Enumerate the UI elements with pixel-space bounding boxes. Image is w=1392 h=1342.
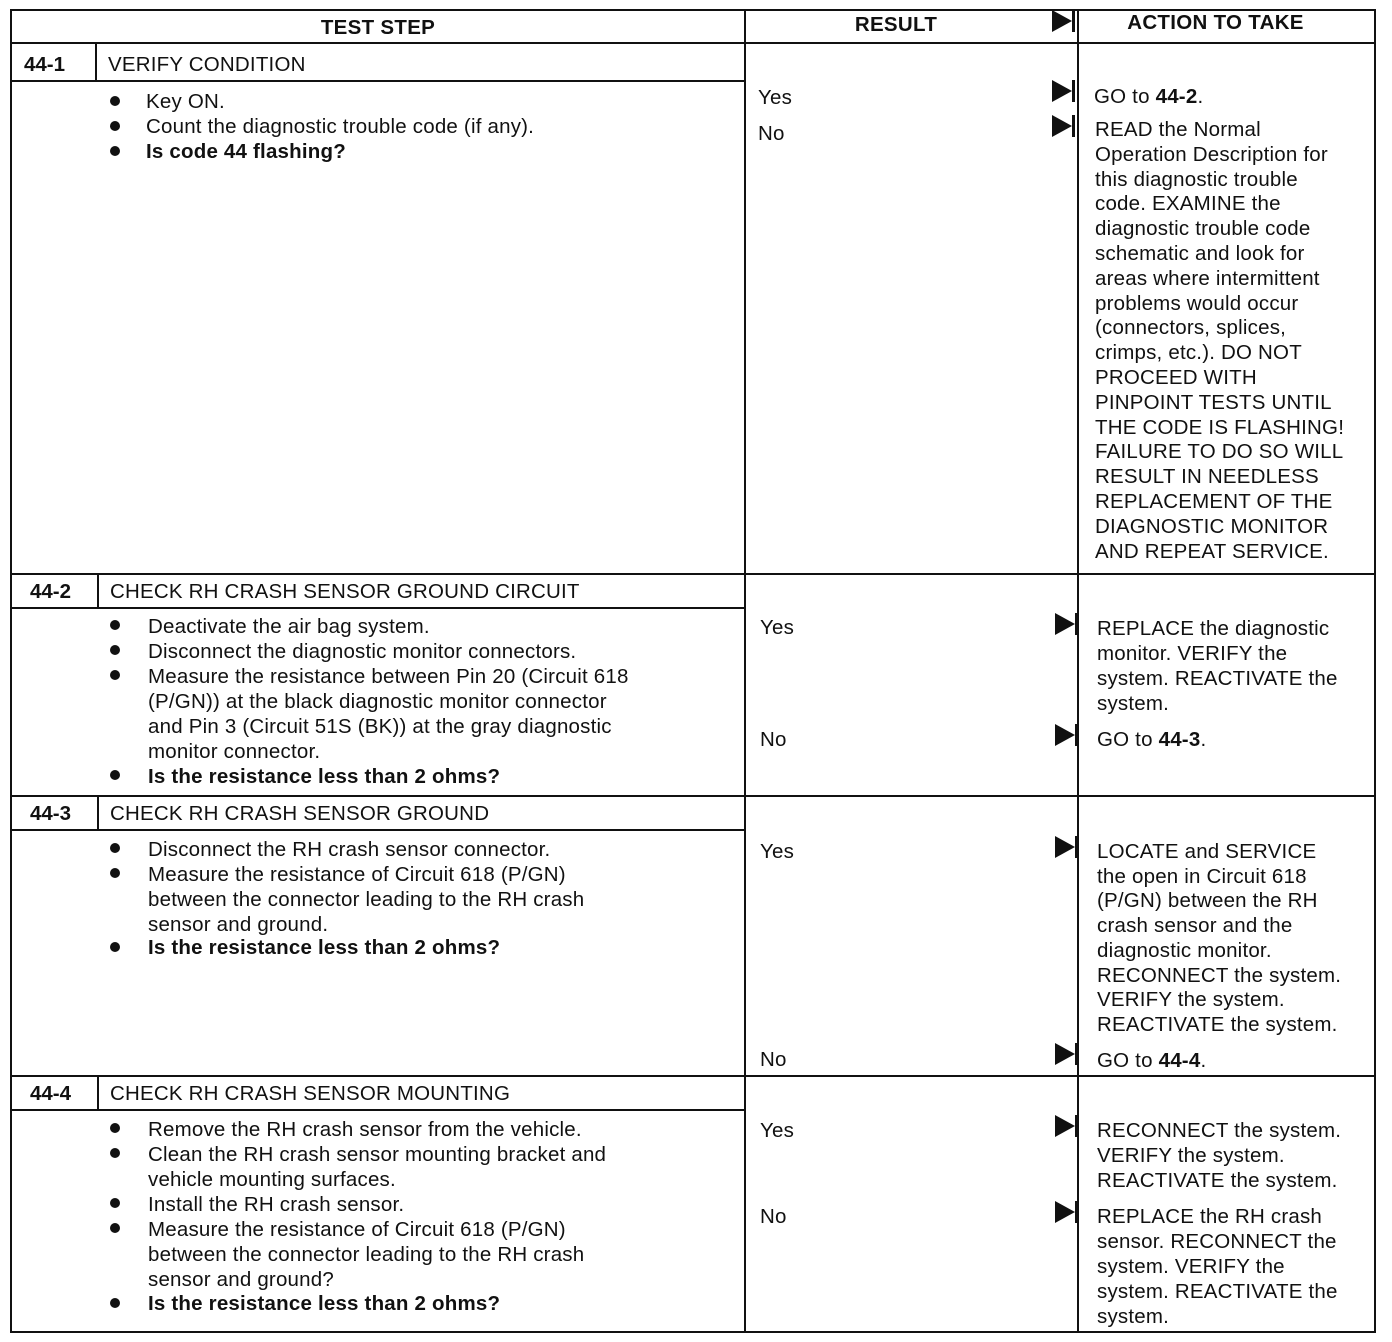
bullet-icon — [110, 121, 120, 131]
action-line: (connectors, splices, — [1095, 316, 1287, 340]
step-line: Install the RH crash sensor. — [148, 1193, 405, 1216]
step-line: sensor and ground. — [148, 913, 329, 936]
action-line: REACTIVATE the system. — [1097, 1012, 1338, 1036]
step-line: Count the diagnostic trouble code (if any). — [146, 115, 535, 138]
action-line: problems would occur — [1095, 291, 1299, 315]
result-yes: Yes — [760, 1119, 795, 1142]
result-no: No — [760, 728, 787, 751]
bullet-icon — [110, 770, 120, 780]
bullet-icon — [110, 96, 120, 106]
action-line: REPLACE the RH crash — [1097, 1205, 1323, 1228]
result-yes: Yes — [760, 616, 795, 639]
step-title: CHECK RH CRASH SENSOR MOUNTING — [110, 1082, 511, 1105]
action-line: system. — [1097, 692, 1170, 715]
action-line: AND REPEAT SERVICE. — [1095, 539, 1329, 563]
action-line: system. REACTIVATE the — [1097, 1280, 1338, 1303]
action-line: RECONNECT the system. — [1097, 963, 1342, 987]
action-line: VERIFY the system. — [1097, 988, 1285, 1012]
action-line: this diagnostic trouble — [1095, 167, 1298, 191]
action-no: GO to 44-4. — [1097, 1049, 1207, 1072]
action-line: DIAGNOSTIC MONITOR — [1095, 514, 1329, 538]
step-line: and Pin 3 (Circuit 51S (BK)) at the gray diagnostic — [148, 715, 612, 738]
step-line: monitor connector. — [148, 740, 321, 763]
action-line: PROCEED WITH — [1095, 366, 1257, 389]
bullet-icon — [110, 1148, 120, 1158]
step-id: 44-4 — [30, 1082, 72, 1105]
header-action: ACTION TO TAKE — [1127, 11, 1304, 34]
step-line: Key ON. — [146, 90, 225, 113]
step-line: between the connector leading to the RH crash — [148, 888, 585, 911]
step-line: (P/GN)) at the black diagnostic monitor connector — [148, 690, 607, 713]
bullet-icon — [110, 645, 120, 655]
action-line: FAILURE TO DO SO WILL — [1095, 440, 1344, 464]
step-title: VERIFY CONDITION — [108, 53, 306, 76]
action-yes: GO to 44-2. — [1094, 85, 1204, 108]
step-question: Is code 44 flashing? — [146, 140, 346, 163]
action-line: REPLACEMENT OF THE — [1095, 490, 1333, 513]
action-line: areas where intermittent — [1095, 266, 1320, 290]
bullet-icon — [110, 620, 120, 630]
action-line: the open in Circuit 618 — [1097, 864, 1307, 888]
action-line: schematic and look for — [1095, 242, 1305, 265]
action-line: system. VERIFY the — [1097, 1255, 1285, 1278]
step-title: CHECK RH CRASH SENSOR GROUND — [110, 802, 490, 825]
action-line: REACTIVATE the system. — [1097, 1169, 1338, 1192]
step-question: Is the resistance less than 2 ohms? — [148, 1292, 501, 1315]
step-question: Is the resistance less than 2 ohms? — [148, 765, 501, 788]
step-line: Deactivate the air bag system. — [148, 615, 430, 638]
step-line: Measure the resistance of Circuit 618 (P/GN) — [148, 863, 566, 886]
bullet-icon — [110, 1198, 120, 1208]
step-title: CHECK RH CRASH SENSOR GROUND CIRCUIT — [110, 580, 580, 603]
step-line: Clean the RH crash sensor mounting bracket and — [148, 1143, 607, 1166]
bullet-icon — [110, 1123, 120, 1133]
bullet-icon — [110, 843, 120, 853]
bullet-icon — [110, 1298, 120, 1308]
action-line: diagnostic trouble code — [1095, 217, 1311, 241]
bullet-icon — [110, 670, 120, 680]
step-id: 44-1 — [24, 53, 66, 76]
step-question: Is the resistance less than 2 ohms? — [148, 936, 501, 959]
action-line: diagnostic monitor. — [1097, 938, 1272, 962]
action-line: RECONNECT the system. — [1097, 1119, 1342, 1142]
action-line: RESULT IN NEEDLESS — [1095, 465, 1319, 489]
step-id: 44-2 — [30, 580, 72, 603]
result-no: No — [758, 122, 785, 145]
step-line: sensor and ground? — [148, 1268, 334, 1291]
bullet-icon — [110, 1223, 120, 1233]
header-test-step: TEST STEP — [320, 16, 436, 39]
step-line: between the connector leading to the RH crash — [148, 1243, 585, 1266]
action-line: monitor. VERIFY the — [1097, 642, 1288, 665]
action-line: PINPOINT TESTS UNTIL — [1095, 390, 1332, 414]
result-no: No — [760, 1048, 787, 1071]
action-line: READ the Normal — [1095, 118, 1261, 141]
step-line: Disconnect the diagnostic monitor connectors. — [148, 640, 577, 663]
step-id: 44-3 — [30, 802, 72, 825]
action-line: REPLACE the diagnostic — [1097, 617, 1330, 640]
action-line: system. — [1097, 1305, 1170, 1328]
action-line: crash sensor and the — [1097, 914, 1293, 938]
action-no: GO to 44-3. — [1097, 728, 1207, 751]
action-line: Operation Description for — [1095, 142, 1328, 166]
action-line: sensor. RECONNECT the — [1097, 1230, 1337, 1253]
action-line: VERIFY the system. — [1097, 1144, 1285, 1167]
bullet-icon — [110, 868, 120, 878]
action-line: (P/GN) between the RH — [1097, 889, 1318, 913]
action-line: THE CODE IS FLASHING! — [1095, 415, 1345, 439]
step-line: Remove the RH crash sensor from the vehicle. — [148, 1118, 582, 1141]
action-line: crimps, etc.). DO NOT — [1095, 341, 1302, 365]
step-line: Measure the resistance between Pin 20 (Circuit 618 — [148, 665, 629, 688]
header-result: RESULT — [854, 13, 938, 36]
bullet-icon — [110, 146, 120, 156]
action-line: LOCATE and SERVICE — [1097, 840, 1317, 863]
result-no: No — [760, 1205, 787, 1228]
bullet-icon — [110, 942, 120, 952]
action-line: system. REACTIVATE the — [1097, 667, 1338, 690]
action-line: code. EXAMINE the — [1095, 192, 1281, 216]
result-yes: Yes — [758, 86, 793, 109]
step-line: Disconnect the RH crash sensor connector. — [148, 838, 551, 861]
step-line: Measure the resistance of Circuit 618 (P/GN) — [148, 1218, 566, 1241]
result-yes: Yes — [760, 840, 795, 863]
step-line: vehicle mounting surfaces. — [148, 1168, 396, 1191]
